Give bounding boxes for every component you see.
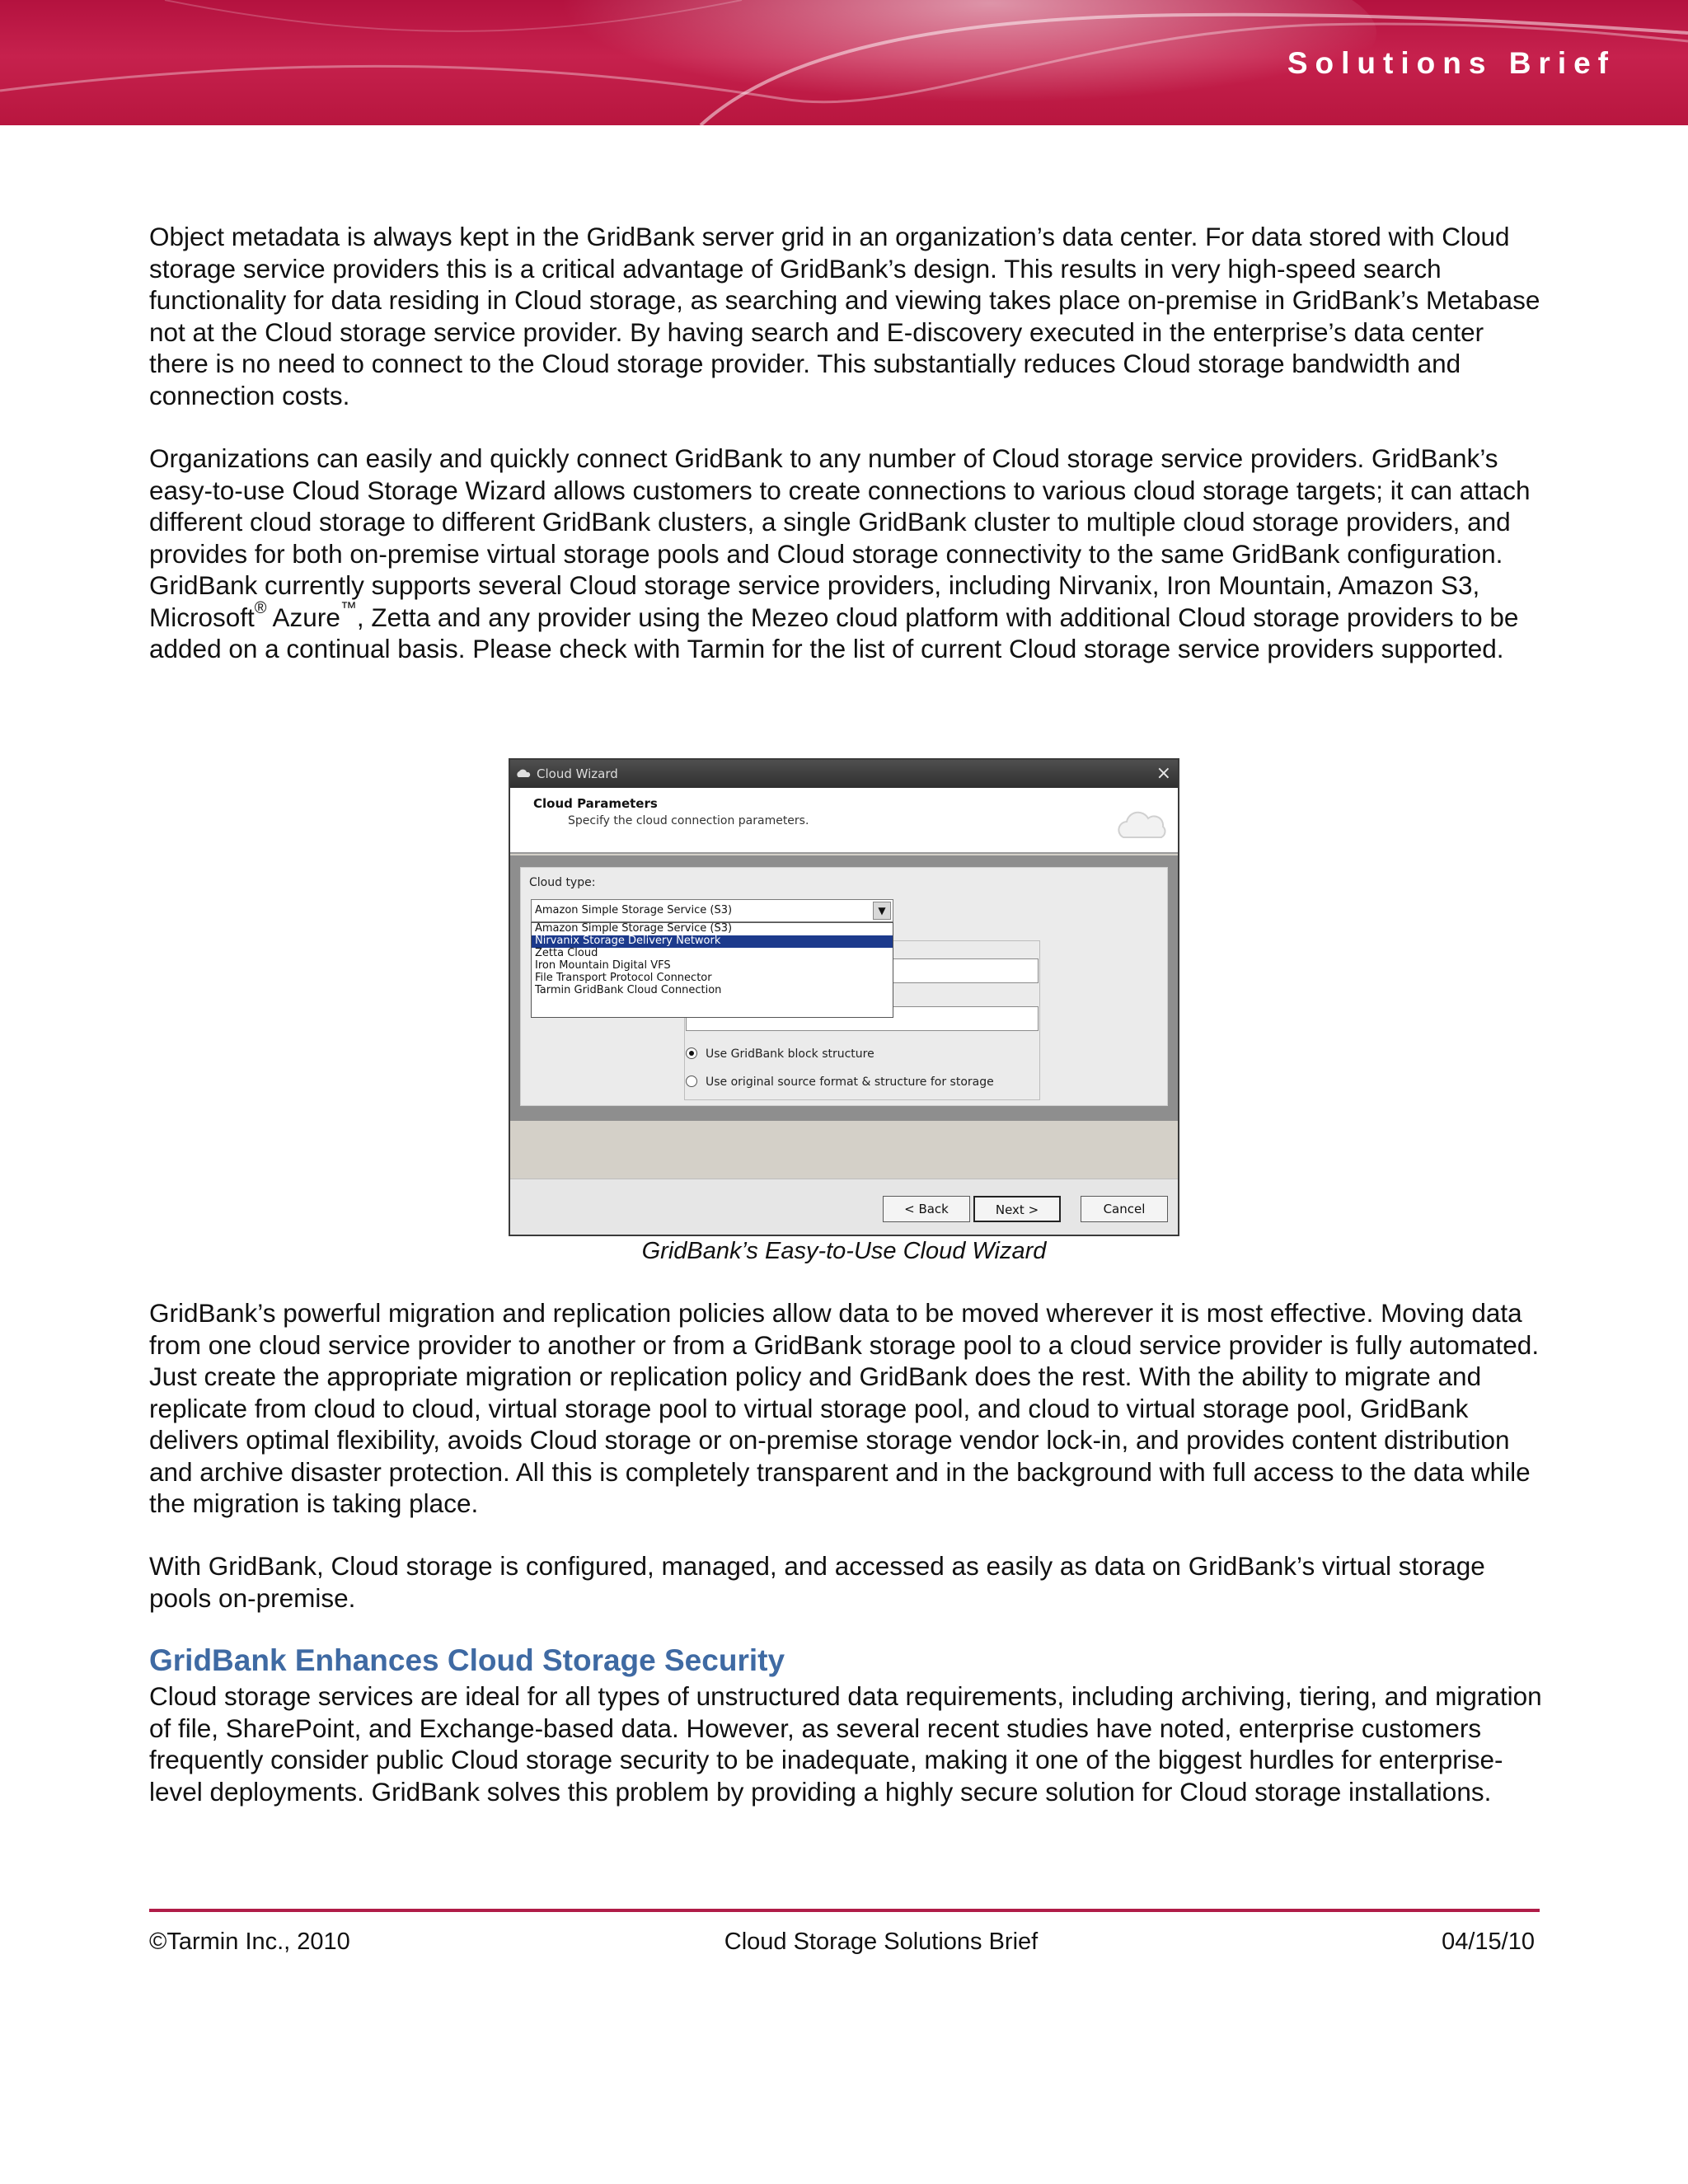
wizard-header — [510, 788, 1178, 854]
cloud-type-label: Cloud type: — [529, 876, 596, 889]
paragraph — [149, 443, 1542, 665]
paragraph-text: Azure — [266, 602, 340, 632]
cloud-wizard-screenshot — [509, 758, 1179, 1236]
chevron-down-icon[interactable]: ▼ — [873, 902, 891, 920]
paragraph-text: Organizations can easily and quickly connect GridBank to any number of Cloud storage service providers. GridBank’s easy-to-use Cloud Storage Wizard allows customers to create connections to various cloud storage targets; it can attach different cloud storage to different GridBank clusters, a single GridBank cluster to multiple cloud storage providers, and provides for both on-premise virtual storage pools and Cloud storage connectivity to the same GridBank configuration. GridBank currently supports several Cloud storage service providers, including Nirvanix, Iron Mountain, Amazon S3, Microsoft — [149, 443, 1531, 632]
wizard-titlebar — [510, 760, 1178, 788]
next-button[interactable]: Next > — [973, 1196, 1061, 1222]
cloud-type-value: Amazon Simple Storage Service (S3) — [535, 904, 733, 916]
cloud-logo-icon — [1112, 799, 1171, 846]
radio-label: Use original source format & structure for storage — [706, 1076, 994, 1089]
wizard-heading: Cloud Parameters — [533, 796, 658, 811]
close-icon: × — [1156, 763, 1171, 784]
dropdown-option[interactable]: Tarmin GridBank Cloud Connection — [535, 985, 722, 996]
radio-selected-icon[interactable] — [686, 1047, 697, 1059]
figure-caption: GridBank’s Easy-to-Use Cloud Wizard — [641, 1238, 1047, 1264]
trademark-mark: ™ — [340, 599, 357, 617]
radio-source-format[interactable] — [686, 1076, 994, 1089]
dropdown-option[interactable]: File Transport Protocol Connector — [535, 972, 712, 984]
header-banner — [0, 0, 1688, 125]
dropdown-option-highlighted[interactable]: Nirvanix Storage Delivery Network — [532, 935, 893, 948]
paragraph-text: , Zetta and any provider using the Mezeo cloud platform with additional Cloud storage providers to be added on a continual basis. Please check with Tarmin for the list of current Cloud storage service providers supported. — [149, 602, 1519, 663]
radio-label: Use GridBank block structure — [706, 1047, 874, 1061]
footer-copyright: ©Tarmin Inc., 2010 — [149, 1929, 350, 1955]
cloud-icon — [515, 768, 532, 778]
paragraph: Object metadata is always kept in the GridBank server grid in an organization’s data center. For data stored with Cloud storage service providers this is a critical advantage of GridBank’s design. This results in very high-speed search functionality for data residing in Cloud storage, as searching and viewing takes place on-premise in GridBank’s Metabase not at the Cloud storage service provider. By having search and E-discovery executed in the enterprise’s data center there is no need to connect to the Cloud storage provider. This substantially reduces Cloud storage bandwidth and connection costs. — [149, 222, 1540, 410]
back-button[interactable]: < Back — [883, 1196, 970, 1222]
registered-mark: ® — [254, 599, 267, 617]
radio-block-structure[interactable] — [686, 1047, 874, 1061]
paragraph: With GridBank, Cloud storage is configured, managed, and accessed as easily as data on GridBank’s virtual storage pools on-premise. — [149, 1551, 1485, 1613]
wizard-title: Cloud Wizard — [537, 766, 618, 781]
wizard-subheading: Specify the cloud connection parameters. — [568, 814, 809, 827]
paragraph-2-block — [149, 443, 1542, 665]
dropdown-option[interactable]: Amazon Simple Storage Service (S3) — [535, 923, 733, 935]
parameters-panel — [520, 867, 1168, 1106]
footer-title: Cloud Storage Solutions Brief — [724, 1929, 1039, 1955]
paragraph-4-block — [149, 1550, 1542, 1614]
cloud-type-dropdown — [531, 922, 893, 1018]
radio-unselected-icon[interactable] — [686, 1076, 697, 1087]
footer-rule — [149, 1909, 1540, 1912]
cloud-type-select[interactable] — [531, 899, 893, 922]
paragraph: GridBank’s powerful migration and replication policies allow data to be moved wherever it is most effective. Moving data from one cloud service provider to another or from a GridBank storage pool to a cloud service provider is fully automated. Just create the appropriate migration or replication policy and GridBank does the rest. With the ability to migrate and replicate from cloud to cloud, virtual storage pool to virtual storage pool, and cloud to virtual storage pool, GridBank delivers optimal flexibility, avoids Cloud storage or on-premise storage vendor lock-in, and provides content distribution and archive disaster protection. All this is completely transparent and in the background with full access to the data while the migration is taking place. — [149, 1298, 1540, 1518]
cancel-button[interactable]: Cancel — [1081, 1196, 1168, 1222]
paragraph-1-block — [149, 221, 1542, 411]
paragraph-5-block — [149, 1680, 1542, 1807]
wizard-body — [510, 855, 1178, 1121]
dropdown-option[interactable]: Zetta Cloud — [535, 948, 598, 959]
paragraph-3-block — [149, 1297, 1542, 1520]
dropdown-option[interactable]: Iron Mountain Digital VFS — [535, 960, 671, 972]
banner-title: Solutions Brief — [1287, 46, 1615, 80]
paragraph: Cloud storage services are ideal for all types of unstructured data requirements, including archiving, tiering, and migration of file, SharePoint, and Exchange-based data. However, as several recent studies have noted, enterprise customers frequently consider public Cloud storage security to be inadequate, making it one of the biggest hurdles for enterprise-level deployments. GridBank solves this problem by providing a highly secure solution for Cloud storage installations. — [149, 1681, 1542, 1807]
section-heading: GridBank Enhances Cloud Storage Security — [149, 1643, 785, 1677]
wizard-footer — [510, 1179, 1178, 1236]
footer-date: 04/15/10 — [1442, 1929, 1535, 1955]
